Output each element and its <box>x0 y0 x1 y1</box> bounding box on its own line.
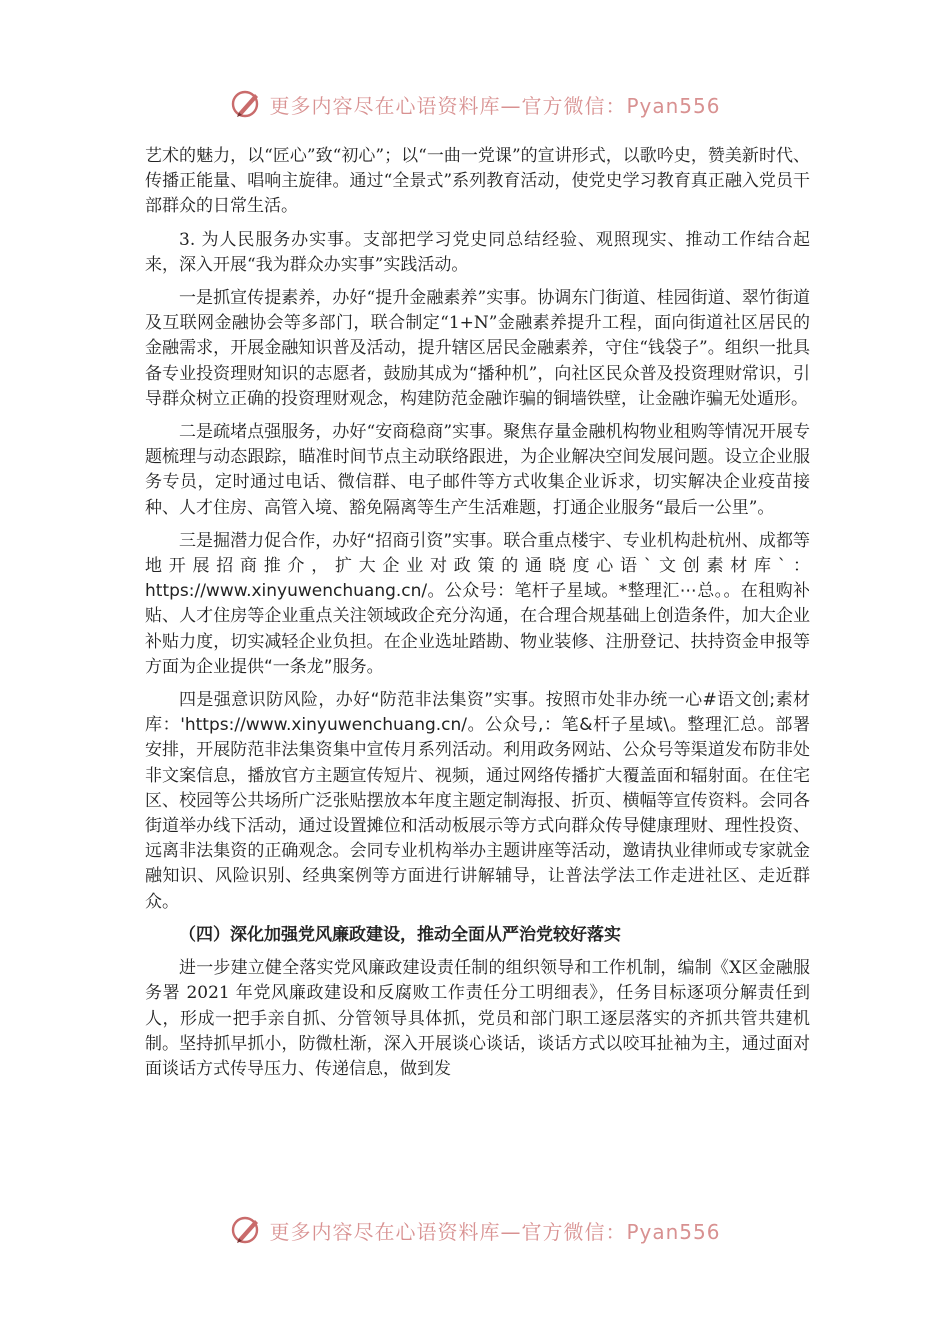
header-banner-text: 更多内容尽在心语资料库—官方微信：Pyan556 <box>269 93 721 118</box>
pen-logo-icon <box>229 1212 265 1248</box>
paragraph-3: 一是抓宣传提素养，办好“提升金融素养”实事。协调东门街道、桂园街道、翠竹街道及互联网金融协会等多部门，联合制定“1+N”金融素养提升工程，面向街道社区居民的金融需求，开展金融知识普及活动，提升辖区居民金融素养，守住“钱袋子”。组织一批具备专业投资理财知识的志愿者，鼓励其成为“播种机”，向社区民众普及投资理财常识，引导群众树立正确的投资理财观念，构建防范金融诈骗的铜墙铁壁，让金融诈骗无处遁形。 <box>145 288 810 409</box>
paragraph-5: 三是掘潜力促合作，办好“招商引资”实事。联合重点楼宇、专业机构赴杭州、成都等地开展招商推介，扩大企业对政策的通晓度心语`文创素材库`：https://www.xinyuwenchuang.cn/。公众号：笔杆子星域。*整理汇⋯总。。在租购补贴、人才住房等企业重点关注领域政企充分沟通，在合理合规基础上创造条件，加大企业补贴力度，切实减轻企业负担。在企业选址踏勘、物业装修、注册登记、扶持资金申报等方面为企业提供“一条龙”服务。 <box>145 530 810 677</box>
document-body <box>145 144 810 1090</box>
paragraph-1: 艺术的魅力，以“匠心”致“初心”；以“一曲一党课”的宣讲形式，以歌吟史，赞美新时代、传播正能量、唱响主旋律。通过“全景式”系列教育活动，使党史学习教育真正融入党员干部群众的日常生活。 <box>145 146 810 217</box>
pen-logo-icon <box>229 86 265 122</box>
paragraph-7: 进一步建立健全落实党风廉政建设责任制的组织领导和工作机制，编制《X区金融服务署 2021 年党风廉政建设和反腐败工作责任分工明细表》，任务目标逐项分解责任到人，形成一把手亲自抓、分管领导具体抓，党员和部门职工逐层落实的齐抓共管共建机制。坚持抓早抓小，防微杜渐，深入开展谈心谈话，谈话方式以咬耳扯袖为主，通过面对面谈话方式传导压力、传递信息，做到发 <box>145 958 810 1079</box>
footer-banner-text: 更多内容尽在心语资料库—官方微信：Pyan556 <box>269 1219 721 1244</box>
section-heading: （四）深化加强党风廉政建设，推动全面从严治党较好落实 <box>179 924 621 945</box>
paragraph-6: 四是强意识防风险，办好“防范非法集资”实事。按照市处非办统一心#语文创;素材库：'https://www.xinyuwenchuang.cn/。公众号,：笔&杆子星域\。整理汇总。部署安排，开展防范非法集资集中宣传月系列活动。利用政务网站、公众号等渠道发布防非处非文案信息，播放官方主题宣传短片、视频，通过网络传播扩大覆盖面和辐射面。在住宅区、校园等公共场所广泛张贴摆放本年度主题定制海报、折页、横幅等宣传资料。会同各街道举办线下活动，通过设置摊位和活动板展示等方式向群众传导健康理财、理性投资、远离非法集资的正确观念。会同专业机构举办主题讲座等活动，邀请执业律师或专家就金融知识、风险识别、经典案例等方面进行讲解辅导，让普法学法工作走进社区、走近群众。 <box>145 690 810 912</box>
paragraph-4: 二是疏堵点强服务，办好“安商稳商”实事。聚焦存量金融机构物业租购等情况开展专题梳理与动态跟踪，瞄准时间节点主动联络跟进，为企业解决空间发展问题。设立企业服务专员，定时通过电话、微信群、电子邮件等方式收集企业诉求，切实解决企业疫苗接种、人才住房、高管入境、豁免隔离等生产生活难题，打通企业服务“最后一公里”。 <box>145 422 810 518</box>
paragraph-2: 3. 为人民服务办实事。支部把学习党史同总结经验、观照现实、推动工作结合起来，深入开展“我为群众办实事”实践活动。 <box>145 229 810 275</box>
footer-banner <box>0 1210 950 1250</box>
header-banner <box>0 84 950 124</box>
